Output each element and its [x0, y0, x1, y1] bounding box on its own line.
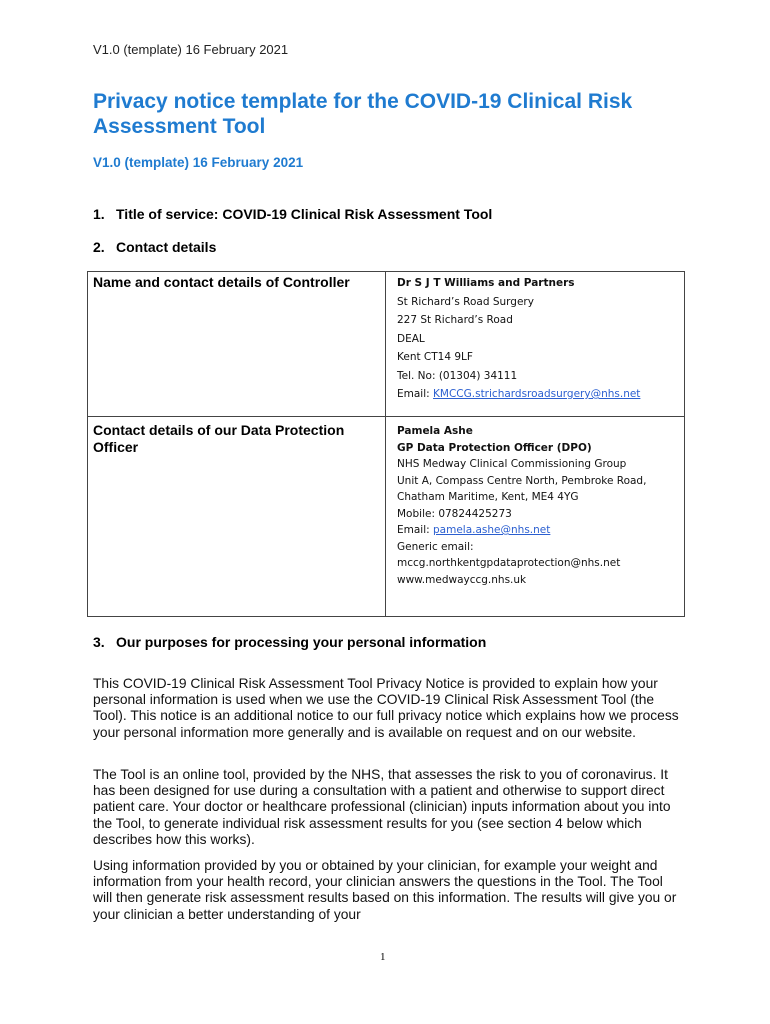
section-2-text: Contact details [116, 239, 217, 255]
controller-address-line: Kent CT14 9LF [397, 351, 473, 363]
section-1-number: 1. [93, 206, 105, 222]
section-3-text: Our purposes for processing your personal information [116, 634, 487, 650]
section-2-number: 2. [93, 239, 105, 255]
dpo-label: Contact details of our Data Protection Officer [88, 417, 386, 617]
controller-name: Dr S J T Williams and Partners [397, 277, 575, 289]
controller-phone: Tel. No: (01304) 34111 [397, 369, 518, 382]
version-header: V1.0 (template) 16 February 2021 [93, 42, 289, 57]
controller-address-line: DEAL [397, 332, 425, 345]
section-3-heading [93, 634, 486, 650]
section-1-heading [93, 206, 492, 222]
dpo-generic-email-label: Generic email: [397, 540, 474, 553]
dpo-role: GP Data Protection Officer (DPO) [397, 441, 592, 454]
page-number: 1 [380, 951, 386, 963]
controller-label: Name and contact details of Controller [88, 272, 386, 417]
page-title: Privacy notice template for the COVID-19 Clinical Risk Assessment Tool [93, 90, 633, 138]
controller-email-row [397, 385, 678, 404]
controller-email-label: Email: [397, 388, 434, 400]
dpo-name: Pamela Ashe [397, 425, 473, 437]
controller-address-line: St Richard’s Road Surgery [397, 295, 534, 308]
dpo-email-link[interactable]: pamela.ashe@nhs.net [433, 524, 551, 536]
table-row [88, 417, 685, 617]
section-2-heading [93, 239, 216, 255]
section-1-text: Title of service: COVID-19 Clinical Risk Assessment Tool [116, 206, 493, 222]
dpo-generic-email: mccg.northkentgpdataprotection@nhs.net [397, 557, 621, 569]
section-3-number: 3. [93, 634, 105, 650]
version-subtitle: V1.0 (template) 16 February 2021 [93, 155, 304, 170]
dpo-address-line: Unit A, Compass Centre North, Pembroke Road, [397, 474, 647, 487]
dpo-details [386, 417, 685, 617]
controller-email-link[interactable]: KMCCG.strichardsroadsurgery@nhs.net [433, 388, 641, 400]
controller-details [386, 272, 685, 417]
paragraph-3: Using information provided by you or obtained by your clinician, for example your weight and information from your health record, your clinician answers the questions in the Tool. The Tool will then generate risk assessment results based on this information. The results will give you or your clinician a better understanding of your [93, 858, 677, 922]
dpo-mobile: Mobile: 07824425273 [397, 507, 512, 520]
paragraph-1: This COVID-19 Clinical Risk Assessment Tool Privacy Notice is provided to explain how your personal information is used when we use the COVID-19 Clinical Risk Assessment Tool (the Tool). This notice is an additional notice to our full privacy notice which explains how we process your personal information more generally and is available on request and on our website. [93, 676, 679, 740]
paragraph-2: The Tool is an online tool, provided by the NHS, that assesses the risk to you of coronavirus. It has been designed for use during a consultation with a patient and otherwise to support direct patient care. Your doctor or healthcare professional (clinician) inputs information about you into the Tool, to generate individual risk assessment results for you (see section 4 below which describes how this works). [93, 767, 671, 847]
dpo-email-row [397, 522, 678, 539]
table-row [88, 272, 685, 417]
contact-details-table [87, 271, 685, 617]
controller-address-line: 227 St Richard’s Road [397, 314, 513, 326]
dpo-address-line: Chatham Maritime, Kent, ME4 4YG [397, 491, 579, 503]
dpo-website: www.medwayccg.nhs.uk [397, 573, 527, 586]
dpo-email-label: Email: [397, 524, 434, 536]
dpo-address-line: NHS Medway Clinical Commissioning Group [397, 458, 627, 470]
